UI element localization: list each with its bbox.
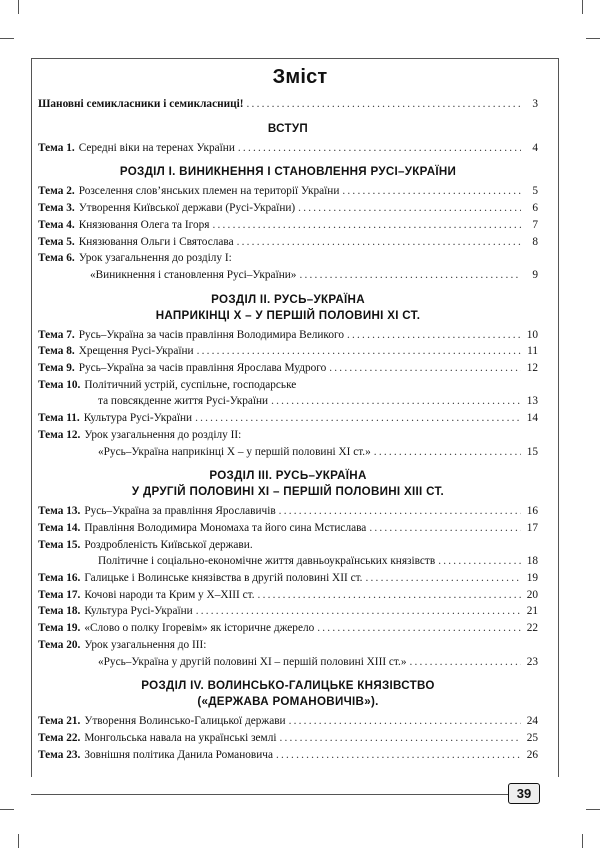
toc-entry[interactable] (38, 620, 538, 637)
table-of-contents (38, 96, 538, 763)
topic-title: Урок узагальнення до розділу І: (78, 252, 232, 265)
toc-entry[interactable] (38, 360, 538, 377)
topic-title: Хрещення Русі-України (78, 345, 194, 358)
topic-label: Тема 7. (38, 328, 75, 341)
topic-label: Тема 23. (38, 748, 81, 761)
topic-title: «Виникнення і становлення Русі–України» (90, 268, 297, 281)
toc-entry[interactable] (38, 587, 538, 604)
topic-title: Середні віки на теренах України (78, 141, 235, 154)
leader-dots (258, 587, 521, 604)
toc-entry-continuation[interactable] (38, 444, 538, 461)
leader-dots (276, 747, 521, 764)
topic-label: Тема 21. (38, 715, 81, 728)
section-heading: РОЗДІЛ І. ВИНИКНЕННЯ І СТАНОВЛЕННЯ РУСІ–УКРАЇНИ (119, 165, 457, 179)
page-ref: 23 (526, 655, 538, 668)
topic-label: Тема 13. (38, 505, 81, 518)
topic-title: Кочові народи та Крим у Х–ХІІІ ст. (84, 588, 255, 601)
leader-dots (347, 327, 521, 344)
topic-title: Зовнішня політика Данила Романовича (84, 748, 273, 761)
topic-title: Політичний устрій, суспільне, господарське (84, 378, 297, 391)
leader-dots (374, 444, 521, 461)
leader-dots (279, 503, 521, 520)
topic-label: Тема 8. (38, 345, 75, 358)
topic-title: та повсякденне життя Русі-України (98, 395, 269, 408)
page-ref: 18 (526, 555, 538, 568)
topic-title: Русь–Україна за часів правління Володимира Великого (78, 328, 344, 341)
topic-title: Урок узагальнення до розділу ІІ: (84, 428, 242, 441)
toc-entry[interactable] (38, 730, 538, 747)
crop-mark (582, 0, 583, 14)
leader-dots (279, 730, 521, 747)
toc-entry[interactable] (38, 637, 538, 654)
topic-title: Утворення Волинсько-Галицької держави (84, 715, 286, 728)
toc-entry[interactable] (38, 427, 538, 444)
topic-label: Тема 2. (38, 185, 75, 198)
crop-mark (586, 38, 600, 39)
topic-label: Тема 9. (38, 362, 75, 375)
leader-dots (238, 140, 521, 157)
topic-title: Розселення слов’янських племен на території України (78, 185, 340, 198)
leader-dots (369, 520, 521, 537)
section-heading: РОЗДІЛ ІІІ. РУСЬ–УКРАЇНА (209, 469, 367, 483)
topic-label: Тема 16. (38, 572, 81, 585)
topic-label: Тема 1. (38, 141, 75, 154)
page-ref: 22 (526, 622, 538, 635)
topic-label: Тема 10. (38, 378, 81, 391)
leader-dots (410, 654, 522, 671)
page-number: 39 (508, 783, 540, 804)
page-ref: 17 (526, 521, 538, 534)
leader-dots (212, 217, 521, 234)
leader-dots (317, 620, 521, 637)
topic-label: Тема 22. (38, 731, 81, 744)
leader-dots (289, 713, 521, 730)
topic-title: Урок узагальнення до ІІІ: (84, 638, 207, 651)
toc-entry[interactable] (38, 377, 538, 394)
topic-title: Політичне і соціально-економічне життя давньоукраїнських князівств (98, 555, 436, 568)
toc-entry[interactable] (38, 327, 538, 344)
topic-title: Князювання Олега та Ігоря (78, 218, 210, 231)
toc-entry-continuation[interactable] (38, 654, 538, 671)
topic-label: Тема 5. (38, 235, 75, 248)
leader-dots (237, 234, 521, 251)
crop-mark (18, 0, 19, 14)
toc-entry[interactable] (38, 410, 538, 427)
topic-label: Тема 11. (38, 412, 80, 425)
topic-label: Тема 12. (38, 428, 81, 441)
topic-title: «Слово о полку Ігоревім» як історичне джерело (84, 622, 315, 635)
toc-entry[interactable] (38, 503, 538, 520)
topic-title: Русь–Україна за часів правління Ярослава Мудрого (78, 362, 327, 375)
toc-entry[interactable] (38, 713, 538, 730)
leader-dots (438, 553, 521, 570)
toc-entry-continuation[interactable] (38, 553, 538, 570)
crop-mark (582, 834, 583, 848)
topic-label: Тема 19. (38, 622, 81, 635)
page-ref: 3 (532, 98, 538, 110)
leader-dots (196, 603, 521, 620)
page-ref: 16 (526, 505, 538, 518)
leader-dots (298, 200, 521, 217)
toc-entry-continuation[interactable] (38, 267, 538, 284)
page-ref: 4 (532, 141, 538, 154)
toc-entry[interactable] (38, 217, 538, 234)
toc-entry[interactable] (38, 747, 538, 764)
topic-title: Галицьке і Волинське князівства в другій половині ХІІ ст. (84, 572, 363, 585)
page-ref: 20 (526, 588, 538, 601)
toc-entry[interactable] (38, 520, 538, 537)
page-ref: 5 (532, 185, 538, 198)
topic-title: «Русь–Україна наприкінці Х – у першій половині ХІ ст.» (98, 445, 371, 458)
toc-entry[interactable] (38, 200, 538, 217)
toc-entry[interactable] (38, 343, 538, 360)
toc-entry[interactable] (38, 183, 538, 200)
topic-title: Культура Русі-України (83, 412, 193, 425)
topic-label: Тема 4. (38, 218, 75, 231)
topic-title: Русь–Україна за правління Ярославичів (84, 505, 276, 518)
page-ref: 10 (526, 328, 538, 341)
topic-label: Тема 17. (38, 588, 81, 601)
intro-text: Шановні семикласники і семикласниці! (38, 98, 244, 110)
toc-entry[interactable] (38, 570, 538, 587)
crop-mark (18, 834, 19, 848)
page-ref: 15 (526, 445, 538, 458)
topic-title: «Русь–Україна у другій половині ХІ – першій половині ХІІІ ст.» (98, 655, 407, 668)
page-ref: 25 (526, 731, 538, 744)
topic-title: Культура Русі-України (84, 605, 193, 618)
topic-title: Утворення Київської держави (Русі-України) (78, 202, 296, 215)
toc-intro[interactable] (38, 96, 538, 113)
crop-mark (0, 38, 14, 39)
toc-entry[interactable] (38, 140, 538, 157)
topic-label: Тема 18. (38, 605, 81, 618)
leader-dots (195, 410, 521, 427)
leader-dots (342, 183, 521, 200)
topic-label: Тема 3. (38, 202, 75, 215)
topic-label: Тема 14. (38, 521, 81, 534)
page-ref: 21 (526, 605, 538, 618)
page-ref: 26 (526, 748, 538, 761)
page-ref: 24 (526, 715, 538, 728)
page-ref: 19 (526, 572, 538, 585)
page-ref: 7 (532, 218, 538, 231)
crop-mark (586, 809, 600, 810)
toc-entry[interactable] (38, 603, 538, 620)
page-ref: 11 (527, 345, 538, 358)
leader-dots (366, 570, 522, 587)
page-ref: 6 (532, 202, 538, 215)
page-ref: 14 (526, 412, 538, 425)
section-heading: У ДРУГІЙ ПОЛОВИНІ ХІ – ПЕРШІЙ ПОЛОВИНІ ХІІІ СТ. (131, 485, 445, 499)
leader-dots (271, 393, 521, 410)
section-heading: РОЗДІЛ IV. ВОЛИНСЬКО-ГАЛИЦЬКЕ КНЯЗІВСТВО (141, 679, 435, 693)
leader-dots (299, 267, 521, 284)
section-heading: ВСТУП (267, 121, 309, 135)
page-ref: 9 (532, 268, 538, 281)
leader-dots (197, 343, 521, 360)
page-ref: 8 (532, 235, 538, 248)
section-heading: («ДЕРЖАВА РОМАНОВИЧІВ»). (197, 695, 379, 709)
toc-entry[interactable] (38, 537, 538, 554)
topic-label: Тема 6. (38, 252, 75, 265)
crop-mark (0, 809, 14, 810)
page-ref: 13 (526, 395, 538, 408)
page-title: Зміст (272, 66, 328, 88)
bottom-rule (31, 794, 508, 795)
topic-label: Тема 20. (38, 638, 81, 651)
topic-title: Роздробленість Київської держави. (84, 538, 253, 551)
page-ref: 12 (526, 362, 538, 375)
leader-dots (329, 360, 521, 377)
topic-title: Князювання Ольги і Святослава (78, 235, 234, 248)
toc-entry[interactable] (38, 234, 538, 251)
toc-entry-continuation[interactable] (38, 393, 538, 410)
topic-label: Тема 15. (38, 538, 81, 551)
topic-title: Правління Володимира Мономаха та його сина Мстислава (84, 521, 367, 534)
section-heading: РОЗДІЛ ІІ. РУСЬ–УКРАЇНА (211, 292, 365, 306)
leader-dots (247, 96, 521, 113)
topic-title: Монгольська навала на українські землі (84, 731, 277, 744)
section-heading: НАПРИКІНЦІ Х – У ПЕРШІЙ ПОЛОВИНІ ХІ СТ. (155, 308, 421, 322)
toc-entry[interactable] (38, 250, 538, 267)
